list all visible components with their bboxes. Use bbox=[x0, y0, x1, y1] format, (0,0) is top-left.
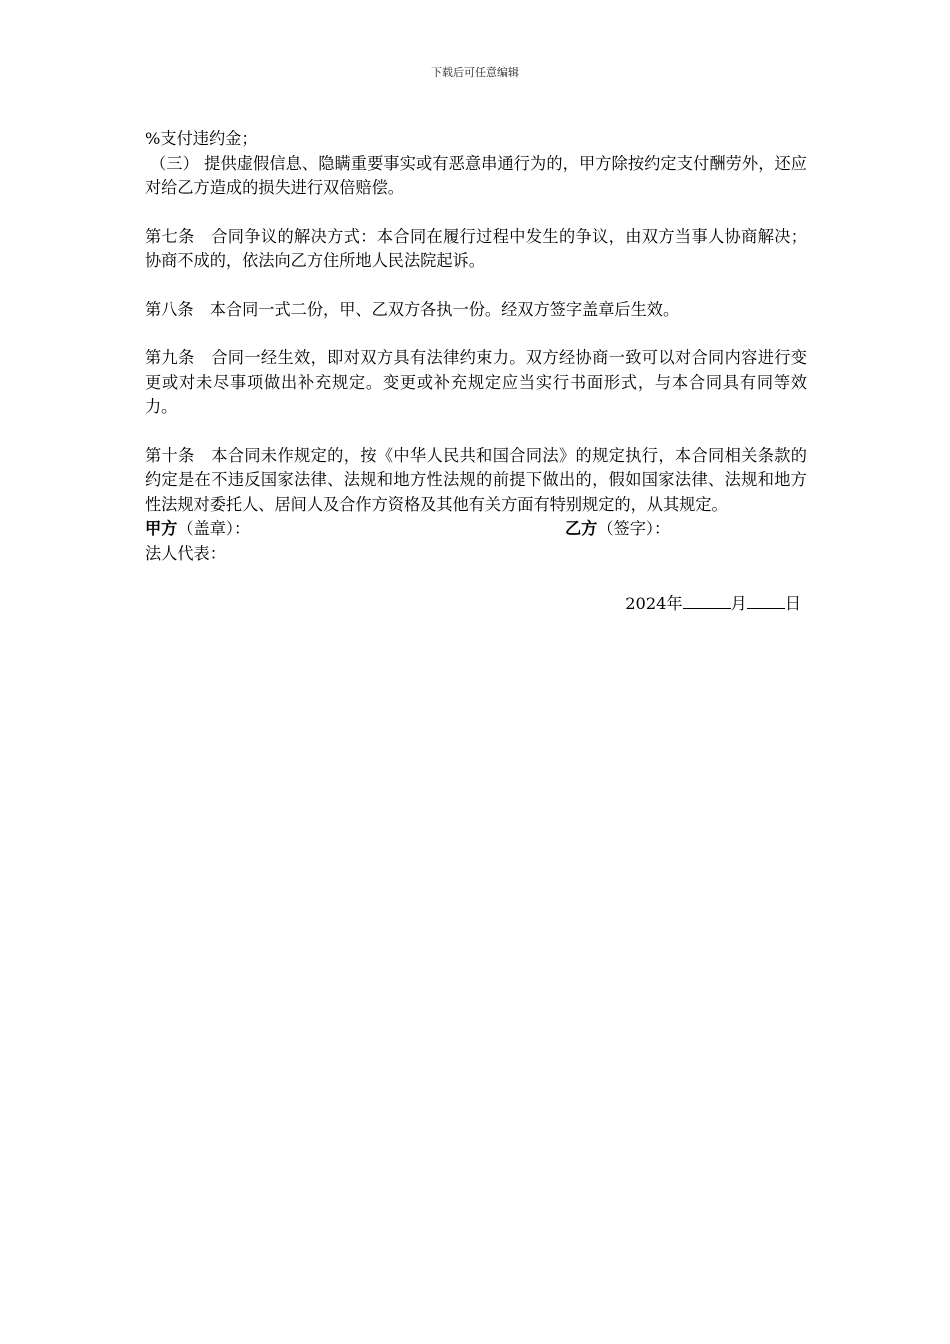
month-blank bbox=[683, 591, 731, 609]
party-a-label: 甲方 bbox=[145, 519, 178, 538]
date-line bbox=[145, 591, 807, 617]
legal-representative: 法人代表： bbox=[145, 543, 226, 563]
article-nine: 第九条 合同一经生效，即对双方具有法律约束力。双方经协商一致可以对合同内容进行变更或对未尽事项做出补充规定。变更或补充规定应当实行书面形式，与本合同具有同等效力。 bbox=[145, 348, 807, 416]
spacer bbox=[145, 322, 807, 346]
party-a-signature bbox=[145, 517, 250, 542]
paragraph-penalty: %支付违约金； bbox=[145, 129, 258, 148]
party-b-sign-label: （签字）： bbox=[597, 519, 671, 538]
date-day-unit: 日 bbox=[784, 594, 801, 613]
spacer bbox=[145, 274, 807, 298]
date-month-unit: 月 bbox=[730, 594, 747, 613]
spacer bbox=[145, 420, 807, 444]
party-a-seal-label: （盖章）： bbox=[177, 519, 251, 538]
party-b-signature bbox=[565, 517, 670, 542]
article-seven: 第七条 合同争议的解决方式：本合同在履行过程中发生的争议，由双方当事人协商解决；协商不成的，依法向乙方住所地人民法院起诉。 bbox=[145, 226, 807, 270]
page-header: 下载后可任意编辑 bbox=[431, 66, 519, 79]
article-eight: 第八条 本合同一式二份，甲、乙双方各执一份。经双方签字盖章后生效。 bbox=[145, 299, 680, 319]
party-b-label: 乙方 bbox=[565, 519, 598, 538]
spacer bbox=[145, 201, 807, 225]
paragraph-item-three: （三） 提供虚假信息、隐瞒重要事实或有恶意串通行为的，甲方除按约定支付酬劳外，还应对给乙方造成的损失进行双倍赔偿。 bbox=[145, 153, 807, 197]
document-body bbox=[145, 127, 807, 617]
signature-row bbox=[145, 517, 807, 542]
day-blank bbox=[747, 591, 785, 609]
article-ten: 第十条 本合同未作规定的，按《中华人民共和国合同法》的规定执行，本合同相关条款的约定是在不违反国家法律、法规和地方性法规的前提下做出的，假如国家法律、法规和地方性法规对委托人、居间人及合作方资格及其他有关方面有特别规定的，从其规定。 bbox=[145, 445, 807, 514]
date-year: 2024年 bbox=[625, 594, 683, 613]
